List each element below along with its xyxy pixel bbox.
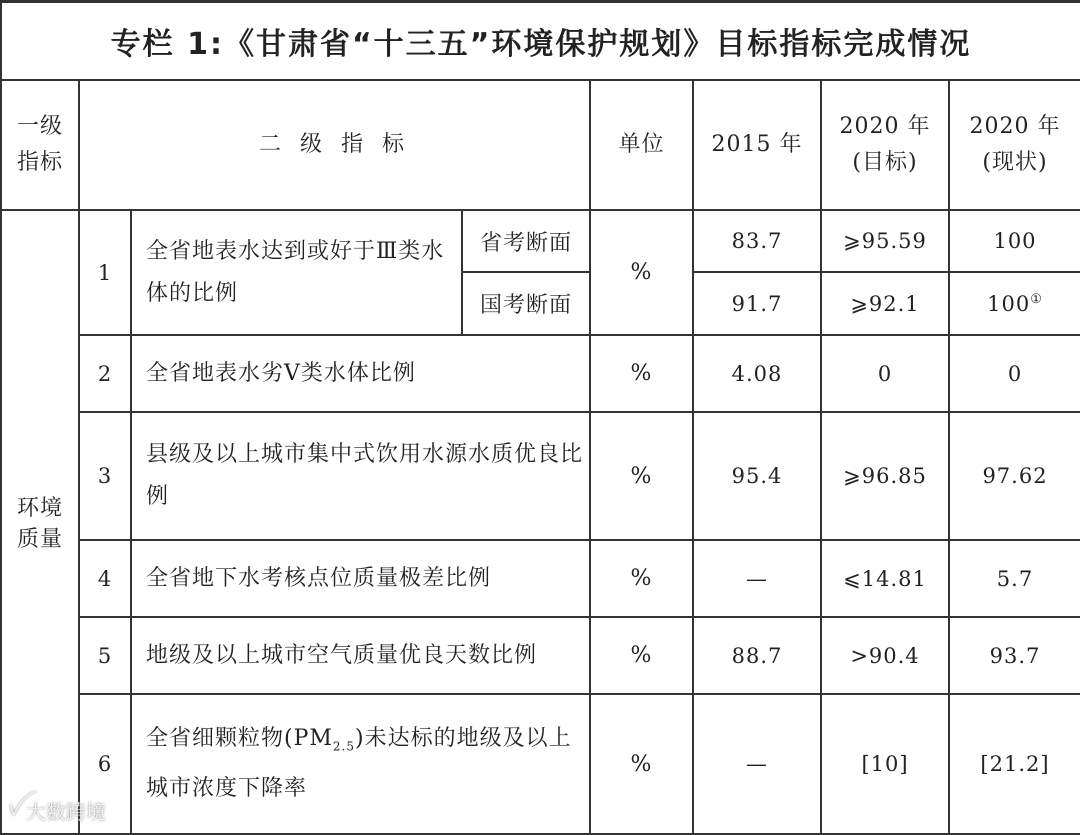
unit-cell: % xyxy=(590,210,693,335)
value-2015: 95.4 xyxy=(693,412,821,540)
header-2015: 2015 年 xyxy=(693,80,821,210)
unit-cell: % xyxy=(590,694,693,834)
sub-indicator-label: 省考断面 xyxy=(462,210,590,272)
value-2015: 83.7 xyxy=(693,210,821,272)
value-2020-target: ⩽14.81 xyxy=(821,540,949,617)
table-row xyxy=(1,412,1080,540)
value-2020-actual: [21.2] xyxy=(949,694,1080,834)
row-number: 4 xyxy=(79,540,131,617)
row-number: 1 xyxy=(79,210,131,335)
value-2020-target: [10] xyxy=(821,694,949,834)
value-2020-target: >90.4 xyxy=(821,617,949,694)
header-2020-actual: 2020 年 (现状) xyxy=(949,80,1080,210)
value-2015: 91.7 xyxy=(693,272,821,335)
value-2020-actual: 0 xyxy=(949,335,1080,412)
value-2020-target: ⩾95.59 xyxy=(821,210,949,272)
value-2020-target: ⩾96.85 xyxy=(821,412,949,540)
table-title: 专栏 1:《甘肃省“十三五”环境保护规划》目标指标完成情况 xyxy=(1,2,1080,81)
unit-cell: % xyxy=(590,617,693,694)
indicator-label: 全省地表水达到或好于Ⅲ类水体的比例 xyxy=(131,210,462,335)
value-2020-target: 0 xyxy=(821,335,949,412)
row-number: 6 xyxy=(79,694,131,834)
value-2020-target: ⩾92.1 xyxy=(821,272,949,335)
watermark-text: 大数跨境 xyxy=(25,799,106,824)
row-number: 2 xyxy=(79,335,131,412)
indicator-label: 全省地下水考核点位质量极差比例 xyxy=(131,540,590,617)
value-2020-actual: 5.7 xyxy=(949,540,1080,617)
table-row xyxy=(1,210,1080,272)
header-unit: 单位 xyxy=(590,80,693,210)
row-number: 3 xyxy=(79,412,131,540)
value-2015: — xyxy=(693,540,821,617)
table-row xyxy=(1,335,1080,412)
indicator-label: 全省地表水劣Ⅴ类水体比例 xyxy=(131,335,590,412)
watermark-logo-icon: ꪜ xyxy=(6,796,20,820)
indicator-label: 县级及以上城市集中式饮用水源水质优良比例 xyxy=(131,412,590,540)
value-2020-actual: 100 xyxy=(949,210,1080,272)
row-number: 5 xyxy=(79,617,131,694)
unit-cell: % xyxy=(590,540,693,617)
value-2020-actual: 93.7 xyxy=(949,617,1080,694)
table-row xyxy=(1,617,1080,694)
unit-cell: % xyxy=(590,412,693,540)
indicator-label: 地级及以上城市空气质量优良天数比例 xyxy=(131,617,590,694)
footnote-marker: ① xyxy=(1030,291,1043,307)
indicator-label: 全省细颗粒物$(PM_{2.5})$未达标的地级及以上城市浓度下降率 xyxy=(131,694,590,834)
unit-cell: % xyxy=(590,335,693,412)
header-2020-target: 2020 年 (目标) xyxy=(821,80,949,210)
watermark xyxy=(6,789,106,831)
category-cell: 环境 质量 xyxy=(1,210,79,834)
value-2015: 4.08 xyxy=(693,335,821,412)
sub-indicator-label: 国考断面 xyxy=(462,272,590,335)
table-row xyxy=(1,694,1080,834)
header-level1: 一级 指标 xyxy=(1,80,79,210)
pm-subscript: 2.5 xyxy=(332,739,356,754)
header-level2: 二 级 指 标 xyxy=(79,80,590,210)
value-2015: 88.7 xyxy=(693,617,821,694)
value-2020-actual: 97.62 xyxy=(949,412,1080,540)
table-row xyxy=(1,540,1080,617)
value-2020-actual: 100① xyxy=(949,272,1080,335)
value-2015: — xyxy=(693,694,821,834)
